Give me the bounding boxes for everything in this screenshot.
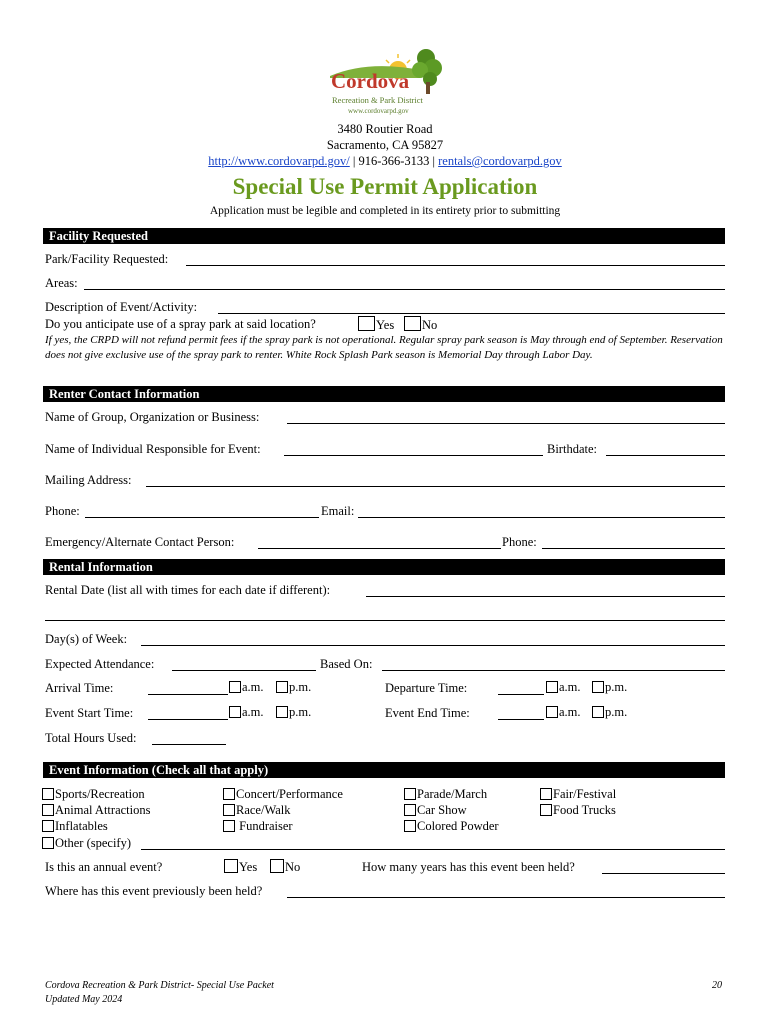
departure-label: Departure Time:	[385, 681, 468, 695]
spray-yes-checkbox[interactable]	[358, 316, 375, 331]
total-hours-label: Total Hours Used:	[45, 731, 137, 745]
departure-am-checkbox[interactable]	[546, 681, 558, 693]
section-event: Event Information (Check all that apply)	[43, 762, 725, 778]
street-address: 3480 Routier Road	[337, 122, 433, 136]
parade-checkbox[interactable]	[404, 788, 416, 800]
spray-no-checkbox[interactable]	[404, 316, 421, 331]
event-type-fair[interactable]: Fair/Festival	[540, 787, 616, 802]
annual-no-checkbox[interactable]	[270, 859, 284, 873]
spray-yes[interactable]: Yes	[358, 316, 394, 333]
animal-checkbox[interactable]	[42, 804, 54, 816]
based-on-label: Based On:	[320, 657, 373, 671]
end-am[interactable]: a.m.	[546, 705, 581, 720]
start-pm-checkbox[interactable]	[276, 706, 288, 718]
logo-line1: Recreation & Park District	[332, 95, 423, 105]
emergency-field[interactable]	[258, 548, 501, 549]
page-subtitle: Application must be legible and completed in its entirety prior to submitting	[209, 205, 561, 217]
years-question: How many years has this event been held?	[362, 860, 575, 874]
years-field[interactable]	[602, 873, 725, 874]
end-am-checkbox[interactable]	[546, 706, 558, 718]
annual-yes-checkbox[interactable]	[224, 859, 238, 873]
end-label: Event End Time:	[385, 706, 470, 720]
race-checkbox[interactable]	[223, 804, 235, 816]
based-on-field[interactable]	[382, 670, 725, 671]
phone-number: 916-366-3133	[358, 154, 430, 168]
areas-field[interactable]	[84, 289, 725, 290]
section-facility: Facility Requested	[43, 228, 725, 244]
departure-pm-checkbox[interactable]	[592, 681, 604, 693]
annual-no[interactable]: No	[270, 859, 300, 875]
arrival-label: Arrival Time:	[45, 681, 114, 695]
annual-yes[interactable]: Yes	[224, 859, 257, 875]
description-label: Description of Event/Activity:	[45, 300, 198, 314]
event-type-parade[interactable]: Parade/March	[404, 787, 487, 802]
departure-field[interactable]	[498, 694, 544, 695]
arrival-field[interactable]	[148, 694, 228, 695]
event-type-foodtrucks[interactable]: Food Trucks	[540, 803, 616, 818]
logo-website: www.cordovarpd.gov	[348, 107, 409, 115]
footer-text	[45, 979, 274, 1007]
email-link[interactable]: rentals@cordovarpd.gov	[438, 154, 562, 168]
days-field[interactable]	[141, 645, 725, 646]
mailing-field[interactable]	[146, 486, 725, 487]
group-field[interactable]	[287, 423, 725, 424]
inflatables-checkbox[interactable]	[42, 820, 54, 832]
footer-line2: Updated May 2024	[45, 994, 123, 1005]
event-type-carshow[interactable]: Car Show	[404, 803, 467, 818]
arrival-pm-checkbox[interactable]	[276, 681, 288, 693]
phone-field[interactable]	[85, 517, 319, 518]
page-number: 20	[712, 980, 722, 991]
contact-line: http://www.cordovarpd.gov/ | 916-366-3133 | rentals@cordovarpd.gov	[208, 154, 562, 168]
email-label: Email:	[321, 504, 355, 518]
event-type-animal[interactable]: Animal Attractions	[42, 803, 150, 818]
page-title: Special Use Permit Application	[232, 174, 538, 199]
other-checkbox[interactable]	[42, 837, 54, 849]
birthdate-label: Birthdate:	[547, 442, 597, 456]
fair-checkbox[interactable]	[540, 788, 552, 800]
mailing-label: Mailing Address:	[45, 473, 132, 487]
spray-no[interactable]: No	[404, 316, 437, 333]
end-field[interactable]	[498, 719, 544, 720]
event-type-fundraiser[interactable]: Fundraiser	[223, 819, 293, 834]
event-type-other[interactable]: Other (specify)	[42, 836, 131, 851]
annual-question: Is this an annual event?	[45, 860, 163, 874]
event-type-powder[interactable]: Colored Powder	[404, 819, 499, 834]
event-type-inflatables[interactable]: Inflatables	[42, 819, 108, 834]
start-field[interactable]	[148, 719, 228, 720]
start-pm[interactable]: p.m.	[276, 705, 311, 720]
where-field[interactable]	[287, 897, 725, 898]
attendance-label: Expected Attendance:	[45, 657, 155, 671]
days-label: Day(s) of Week:	[45, 632, 128, 646]
start-am-checkbox[interactable]	[229, 706, 241, 718]
district-logo	[328, 46, 448, 120]
individual-field[interactable]	[284, 455, 543, 456]
rental-date-field-2[interactable]	[45, 620, 725, 621]
carshow-checkbox[interactable]	[404, 804, 416, 816]
start-label: Event Start Time:	[45, 706, 134, 720]
website-link[interactable]: http://www.cordovarpd.gov/	[208, 154, 350, 168]
rental-date-field[interactable]	[366, 596, 725, 597]
emergency-phone-field[interactable]	[542, 548, 725, 549]
section-renter: Renter Contact Information	[43, 386, 725, 402]
sports-checkbox[interactable]	[42, 788, 54, 800]
footer-line1: Cordova Recreation & Park District- Special Use Packet	[45, 980, 274, 991]
event-type-concert[interactable]: Concert/Performance	[223, 787, 343, 802]
section-rental: Rental Information	[43, 559, 725, 575]
arrival-am-checkbox[interactable]	[229, 681, 241, 693]
logo-name: Cordova	[331, 69, 410, 93]
emergency-phone-label: Phone:	[502, 535, 537, 549]
email-field[interactable]	[358, 517, 725, 518]
end-pm[interactable]: p.m.	[592, 705, 627, 720]
areas-label: Areas:	[45, 276, 78, 290]
spray-park-note: If yes, the CRPD will not refund permit fees if the spray park is not operational. Regular spray park season is May through end of September. Reservation does not give exclusive use of the spray park to renter. White Rock Splash Park season is Memorial Day through Labor Day.	[45, 334, 723, 361]
powder-checkbox[interactable]	[404, 820, 416, 832]
start-am[interactable]: a.m.	[229, 705, 264, 720]
departure-pm[interactable]: p.m.	[592, 680, 627, 695]
arrival-pm[interactable]: p.m.	[276, 680, 311, 695]
end-pm-checkbox[interactable]	[592, 706, 604, 718]
birthdate-field[interactable]	[606, 455, 725, 456]
individual-label: Name of Individual Responsible for Event:	[45, 442, 261, 456]
other-field[interactable]	[141, 849, 725, 850]
rental-date-label: Rental Date (list all with times for each date if different):	[45, 583, 331, 597]
park-field[interactable]	[186, 265, 725, 266]
event-type-sports[interactable]: Sports/Recreation	[42, 787, 145, 802]
departure-am[interactable]: a.m.	[546, 680, 581, 695]
spray-question: Do you anticipate use of a spray park at said location?	[45, 317, 316, 331]
emergency-label: Emergency/Alternate Contact Person:	[45, 535, 235, 549]
total-hours-field[interactable]	[152, 744, 226, 745]
event-type-race[interactable]: Race/Walk	[223, 803, 291, 818]
concert-checkbox[interactable]	[223, 788, 235, 800]
fundraiser-checkbox[interactable]	[223, 820, 235, 832]
park-label: Park/Facility Requested:	[45, 252, 169, 266]
where-question: Where has this event previously been held?	[45, 884, 263, 898]
description-field[interactable]	[218, 313, 725, 314]
phone-label: Phone:	[45, 504, 80, 518]
foodtrucks-checkbox[interactable]	[540, 804, 552, 816]
attendance-field[interactable]	[172, 670, 316, 671]
city-address: Sacramento, CA 95827	[326, 138, 444, 152]
arrival-am[interactable]: a.m.	[229, 680, 264, 695]
group-label: Name of Group, Organization or Business:	[45, 410, 260, 424]
